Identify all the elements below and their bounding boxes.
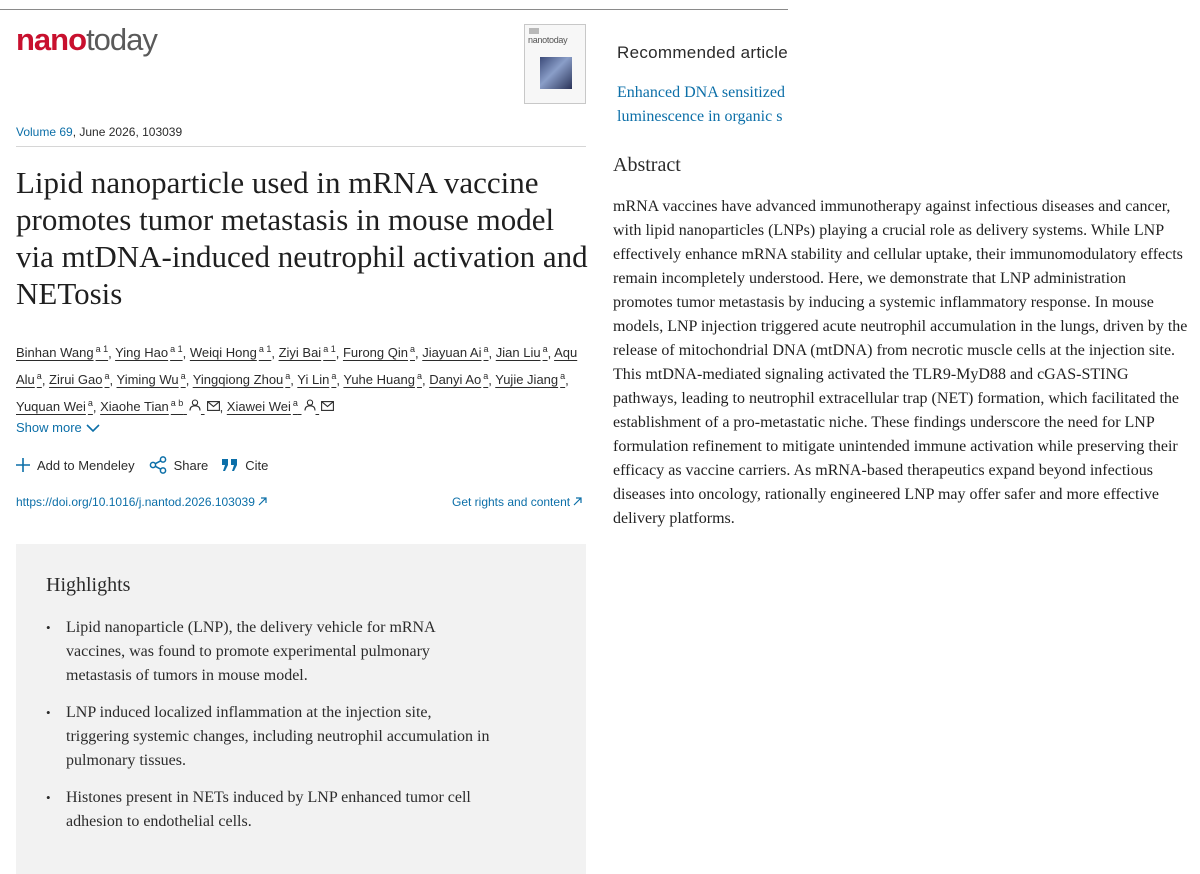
- author-affiliation: a: [292, 397, 298, 408]
- author-affiliation: a: [36, 370, 42, 381]
- author-name: Zirui Gao: [49, 372, 103, 388]
- author-link[interactable]: [495, 372, 565, 387]
- author-link[interactable]: [115, 345, 183, 360]
- author-list: Binhan Wang $^{a 1}$, Ying Hao $^{a 1}$, Weiqi Hong $^{a 1}$, Ziyi Bai $^{a 1}$, Furong Qin $^a$, Jiayuan Ai $^a$, Jian Liu $^a$, Aqu Alu $^a$, Zirui Gao $^a$, Yiming Wu $^a$, Yingqiong Zhou $^a$, Yi Lin $^a$, Yuhe Huang $^a$, Danyi Ao $^a$, Yujie Jiang $^a$, Yuquan Wei $^a$, Xiaohe Tian $^{a b}$ , Xiawei Wei $^a$: [16, 338, 586, 419]
- author-link[interactable]: [16, 399, 93, 414]
- share-icon: [149, 456, 167, 474]
- author-name: Aqu Alu: [16, 345, 578, 388]
- doi-text: https://doi.org/10.1016/j.nantod.2026.103039: [16, 495, 255, 509]
- abstract-text: mRNA vaccines have advanced immunotherapy against infectious diseases and cancer, with lipid nanoparticles (LNPs) playing a crucial role as delivery systems. While LNP effectively enhance mRNA stability and cellular uptake, their immunomodulatory effects remain incompletely understood. Here, we demonstrate that LNP administration promotes tumor metastasis by inducing a systemic inflammatory response. In mouse models, LNP injection triggered acute neutrophil accumulation in the lungs, driven by the release of mitochondrial DNA (mtDNA) from necrotic muscle cells at the injection site. This mtDNA-mediated signaling activated the TLR9-MyD88 and cGAS-STING pathways, leading to neutrophil extracellular trap (NET) formation, which facilitated the establishment of a pro-metastatic niche. These findings underscore the need for LNP formulation refinement to mitigate unintended immune activation while preserving their efficacy as vaccine carriers. As mRNA-based therapeutics expand beyond infectious diseases into oncology, rationally engineered LNP may offer safer and more effective delivery platforms.: [613, 198, 1188, 527]
- author-name: Yujie Jiang: [495, 372, 559, 388]
- person-icon[interactable]: [189, 396, 201, 419]
- author-name: Furong Qin: [342, 345, 408, 361]
- highlight-item: • Lipid nanoparticle (LNP), the delivery vehicle for mRNA vaccines, was found to promote experimental pulmonary metastasis of tumors in mouse model.: [46, 616, 496, 688]
- author-link[interactable]: [279, 345, 336, 360]
- author-affiliation: a: [104, 370, 110, 381]
- quote-icon: [222, 459, 238, 472]
- author-affiliation: a: [180, 370, 186, 381]
- author-name: Ying Hao: [115, 345, 169, 361]
- cover-image: [540, 57, 572, 89]
- show-more-label: Show more: [16, 420, 82, 435]
- author-affiliation: a: [560, 370, 566, 381]
- highlight-item: • LNP induced localized inflammation at the injection site, triggering systemic changes, including neutrophil accumulation in pulmonary tissues.: [46, 701, 496, 773]
- highlights-title: Highlights: [46, 574, 131, 596]
- highlight-item: • Histones present in NETs induced by LNP enhanced tumor cell adhesion to endothelial cells.: [46, 786, 496, 834]
- author-affiliation: a: [542, 344, 548, 354]
- chevron-down-icon: [86, 424, 100, 433]
- rights-text: Get rights and content: [452, 495, 571, 509]
- author-affiliation: a: [285, 370, 291, 381]
- external-link-icon: [573, 497, 582, 506]
- plus-icon: [16, 458, 30, 472]
- rights-link[interactable]: [452, 495, 582, 509]
- recommended-article-link[interactable]: Enhanced DNA sensitized luminescence in organic s: [617, 84, 785, 125]
- cover-publisher-mark: [529, 28, 539, 34]
- author-name: Binhan Wang: [16, 345, 94, 361]
- cover-title: nanotoday: [528, 35, 568, 45]
- mail-icon[interactable]: [207, 396, 220, 419]
- author-link[interactable]: [297, 372, 336, 387]
- doi-link[interactable]: [16, 495, 267, 509]
- journal-cover-thumbnail[interactable]: [524, 24, 586, 104]
- author-name: Yi Lin: [297, 372, 330, 388]
- author-affiliation: a: [483, 344, 489, 354]
- author-affiliation: a 1: [170, 344, 183, 354]
- abstract-title: Abstract: [613, 154, 681, 176]
- author-link[interactable]: [117, 372, 186, 387]
- author-name: Danyi Ao: [429, 372, 482, 388]
- author-link[interactable]: [343, 345, 415, 360]
- author-affiliation: a: [331, 370, 337, 381]
- author-link[interactable]: [193, 372, 291, 387]
- author-affiliation: a 1: [258, 344, 272, 354]
- author-name: Jiayuan Ai: [422, 345, 482, 361]
- author-name: Yuquan Wei: [16, 398, 86, 414]
- author-link[interactable]: [49, 372, 109, 387]
- share-button[interactable]: [149, 456, 209, 474]
- author-name: Xiaohe Tian: [100, 398, 169, 414]
- journal-logo[interactable]: [16, 22, 157, 58]
- author-name: Yiming Wu: [116, 372, 179, 388]
- citation-details: , June 2026, 103039: [72, 125, 183, 139]
- author-name: Jian Liu: [495, 345, 541, 361]
- author-link[interactable]: [190, 345, 271, 360]
- show-more-button[interactable]: [16, 420, 100, 435]
- mail-icon[interactable]: [321, 396, 334, 419]
- author-link[interactable]: [496, 345, 548, 360]
- person-icon[interactable]: [304, 396, 316, 419]
- citation-line: [16, 125, 182, 139]
- logo-nano: nano: [16, 22, 87, 57]
- share-label: Share: [173, 457, 209, 473]
- header-divider: [16, 146, 586, 147]
- author-affiliation: a: [409, 344, 415, 354]
- author-link[interactable]: [16, 345, 108, 360]
- author-name: Xiawei Wei: [226, 398, 291, 414]
- author-name: Yingqiong Zhou: [192, 372, 284, 388]
- cite-button[interactable]: [222, 458, 268, 473]
- author-name: Weiqi Hong: [189, 345, 257, 361]
- author-affiliation: a: [87, 397, 93, 408]
- author-name: Yuhe Huang: [343, 372, 415, 388]
- mendeley-label: Add to Mendeley: [37, 457, 135, 473]
- author-link[interactable]: [422, 345, 488, 360]
- cite-label: Cite: [245, 457, 269, 473]
- article-actions: [16, 456, 268, 474]
- highlights-section: [16, 544, 586, 874]
- top-divider: [0, 9, 788, 10]
- author-link[interactable]: [227, 399, 334, 414]
- author-affiliation: a: [416, 370, 422, 381]
- author-affiliation: a 1: [95, 344, 109, 354]
- article-title: Lipid nanoparticle used in mRNA vaccine promotes tumor metastasis in mouse model via mtDNA-induced neutrophil activation and NETosis: [16, 165, 588, 311]
- author-affiliation: a b: [170, 397, 184, 408]
- author-link[interactable]: [100, 399, 219, 414]
- author-name: Ziyi Bai: [278, 345, 322, 361]
- highlights-list: [46, 616, 496, 847]
- author-affiliation: a: [483, 370, 489, 381]
- add-to-mendeley-button[interactable]: [16, 458, 135, 473]
- author-link[interactable]: [429, 372, 488, 387]
- recommended-articles-title: Recommended article: [617, 43, 789, 62]
- external-link-icon: [258, 497, 267, 506]
- logo-today: today: [86, 22, 157, 57]
- author-link[interactable]: [343, 372, 422, 387]
- volume-link[interactable]: Volume 69: [16, 125, 73, 139]
- author-affiliation: a 1: [323, 344, 336, 354]
